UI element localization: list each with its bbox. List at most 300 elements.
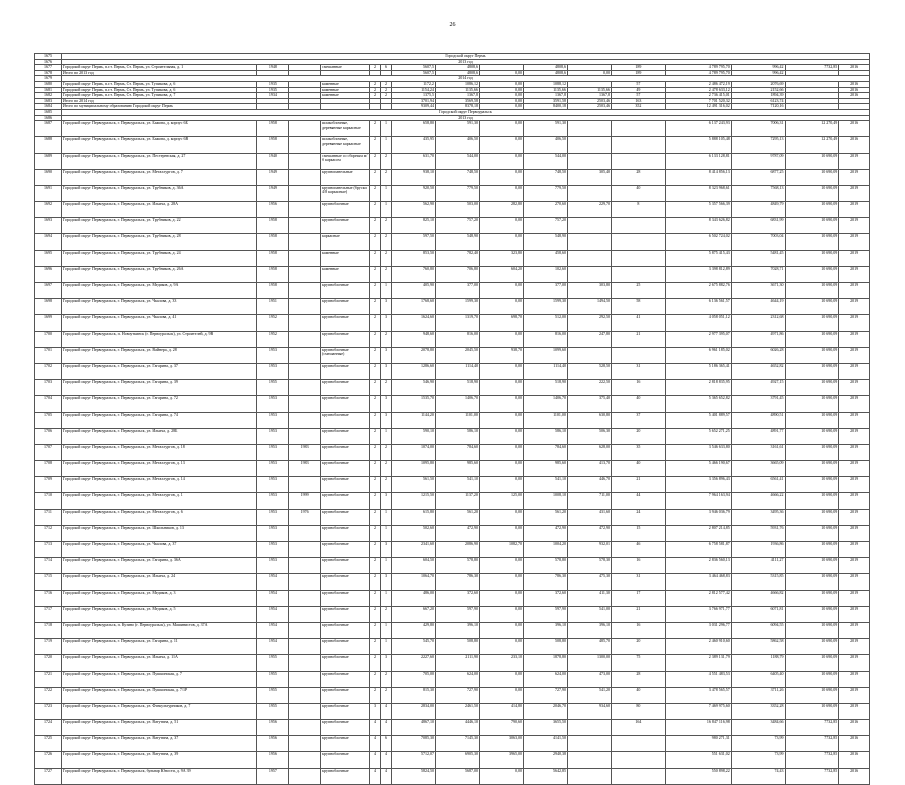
municipal-area-cell: 0,00 bbox=[479, 606, 523, 622]
deadline-cell: 2016 bbox=[839, 736, 870, 752]
deadline-cell: 2019 bbox=[839, 218, 870, 234]
extra-area-cell: 506,30 bbox=[567, 428, 611, 444]
repair-cost-cell: 2 389 131,79 bbox=[665, 655, 731, 671]
limit-cost-cell: 7732,85 bbox=[785, 736, 839, 752]
floors-cell: 2 bbox=[369, 202, 380, 218]
section-title: Городской округ Пермь bbox=[61, 54, 869, 60]
year-renovated-cell bbox=[289, 768, 321, 784]
extra-area-cell: 375,40 bbox=[567, 396, 611, 412]
repair-cost-cell: 5 652 271,25 bbox=[665, 428, 731, 444]
deadline-cell: 2019 bbox=[839, 687, 870, 703]
row-number: 1688 bbox=[35, 137, 62, 153]
private-area-cell: 757,20 bbox=[523, 218, 567, 234]
limit-cost-cell: 10 690,09 bbox=[785, 444, 839, 460]
year-renovated-cell bbox=[289, 671, 321, 687]
premises-area-cell: 2045,50 bbox=[435, 347, 479, 363]
wall-material-cell: смешанные bbox=[321, 65, 370, 71]
residents-cell: 16 bbox=[611, 558, 665, 574]
repair-cost-cell: 3 546 633,80 bbox=[665, 444, 731, 460]
year-built-cell: 1956 bbox=[257, 720, 289, 736]
residents-cell bbox=[611, 752, 665, 768]
total-area-cell: 1074,00 bbox=[391, 444, 435, 460]
deadline-cell: 2019 bbox=[839, 639, 870, 655]
address-cell: Городской округ Первоуральск, г. Первоуральск, ул. Трубников, д. 22 bbox=[61, 218, 257, 234]
deadline-cell: 2019 bbox=[839, 380, 870, 396]
extra-area-cell: 0,00 bbox=[567, 70, 611, 76]
premises-area-cell: 985,60 bbox=[435, 461, 479, 477]
entrances-cell: 1 bbox=[380, 137, 391, 153]
address-cell: Городской округ Первоуральск, г. Первоуральск, ул. Пестеревская, д. 27 bbox=[61, 153, 257, 169]
repair-cost-cell: 6 136 561,57 bbox=[665, 299, 731, 315]
repair-cost-cell: 6 961 185,02 bbox=[665, 347, 731, 363]
unit-cost-cell: 73,99 bbox=[731, 752, 785, 768]
year-renovated-cell bbox=[289, 428, 321, 444]
residents-cell: 35 bbox=[611, 444, 665, 460]
total-area-cell: 1535,70 bbox=[391, 396, 435, 412]
wall-material-cell: крупноблочные bbox=[321, 720, 370, 736]
entrances-cell: 3 bbox=[380, 655, 391, 671]
deadline-cell: 2019 bbox=[839, 396, 870, 412]
residents-cell: 16 bbox=[611, 380, 665, 396]
private-area-cell: 4141,50 bbox=[523, 736, 567, 752]
entrances-cell: 1 bbox=[380, 590, 391, 606]
row-number: 1685 bbox=[35, 109, 62, 115]
repair-cost-cell: 5 186 365,41 bbox=[665, 363, 731, 379]
floors-cell: 2 bbox=[369, 542, 380, 558]
year-built-cell: 1940 bbox=[257, 153, 289, 169]
row-number: 1713 bbox=[35, 542, 62, 558]
repair-cost-cell: 3 946 036,79 bbox=[665, 509, 731, 525]
table-row bbox=[35, 412, 870, 428]
wall-material-cell: крупноблочные bbox=[321, 525, 370, 541]
unit-cost-cell: 5931,76 bbox=[731, 525, 785, 541]
municipal-area-cell: 0,00 bbox=[479, 428, 523, 444]
extra-area-cell: 229,70 bbox=[567, 202, 611, 218]
wall-material-cell: крупноблочные bbox=[321, 639, 370, 655]
entrances-cell: 2 bbox=[380, 234, 391, 250]
residents-cell: 17 bbox=[611, 590, 665, 606]
year-renovated-cell bbox=[289, 153, 321, 169]
floors-cell: 2 bbox=[369, 687, 380, 703]
residents-cell: 40 bbox=[611, 396, 665, 412]
repair-cost-cell: 6 502 724,02 bbox=[665, 234, 731, 250]
limit-cost-cell: 10 690,09 bbox=[785, 639, 839, 655]
entrances-cell: 2 bbox=[380, 331, 391, 347]
entrances-cell: 1 bbox=[380, 121, 391, 137]
municipal-area-cell: 0,00 bbox=[479, 98, 523, 104]
unit-cost-cell: 3484,66 bbox=[731, 720, 785, 736]
extra-area-cell: 305,40 bbox=[567, 169, 611, 185]
floors-cell: 2 bbox=[369, 137, 380, 153]
address-cell: Городской округ Первоуральск, г. Первоуральск, бульвар Юности, д. 9А 39 bbox=[61, 768, 257, 784]
total-area-cell: 1215,50 bbox=[391, 493, 435, 509]
address-cell: Городской округ Первоуральск, г. Первоуральск, ул. Металлургов, д. 18 bbox=[61, 444, 257, 460]
extra-area-cell: 528,50 bbox=[567, 363, 611, 379]
municipal-area-cell: 0,00 bbox=[479, 671, 523, 687]
residents-cell: 75 bbox=[611, 655, 665, 671]
table-row bbox=[35, 250, 870, 266]
limit-cost-cell: 10 690,09 bbox=[785, 558, 839, 574]
municipal-area-cell: 1082,70 bbox=[479, 542, 523, 558]
floors-cell: 2 bbox=[369, 121, 380, 137]
residents-cell: 46 bbox=[611, 542, 665, 558]
deadline-cell: 2019 bbox=[839, 444, 870, 460]
extra-area-cell: 932,01 bbox=[567, 542, 611, 558]
row-number: 1696 bbox=[35, 266, 62, 282]
year-renovated-cell bbox=[289, 639, 321, 655]
address-cell: Городской округ Первоуральск, г. Первоуральск, ул. Бажова, д. корпус 6В bbox=[61, 137, 257, 153]
private-area-cell: 1367,8 bbox=[523, 93, 567, 99]
repair-cost-cell: 3 356 896,43 bbox=[665, 477, 731, 493]
deadline-cell: 2019 bbox=[839, 558, 870, 574]
repair-cost-cell: 8 323 968,61 bbox=[665, 185, 731, 201]
extra-area-cell: 578,30 bbox=[567, 558, 611, 574]
residents-cell: 189 bbox=[611, 70, 665, 76]
floors-cell: 2 bbox=[369, 153, 380, 169]
repair-cost-cell: 7 469 975,60 bbox=[665, 703, 731, 719]
address-cell: Итого по 2014 год bbox=[61, 98, 257, 104]
private-area-cell: 377,00 bbox=[523, 283, 567, 299]
total-area-cell: 590,10 bbox=[391, 428, 435, 444]
entrances-cell: 1 bbox=[380, 525, 391, 541]
year-renovated-cell bbox=[289, 347, 321, 363]
floors-cell: 4 bbox=[369, 752, 380, 768]
repair-cost-cell: 550 898,22 bbox=[665, 768, 731, 784]
row-number: 1694 bbox=[35, 234, 62, 250]
year-renovated-cell bbox=[289, 218, 321, 234]
row-number: 1702 bbox=[35, 363, 62, 379]
year-built-cell: 1953 bbox=[257, 347, 289, 363]
year-built-cell: 1949 bbox=[257, 169, 289, 185]
repair-cost-cell: 2 675 882,76 bbox=[665, 283, 731, 299]
row-number: 1723 bbox=[35, 703, 62, 719]
municipal-area-cell: 0,00 bbox=[479, 87, 523, 93]
total-area-cell: 853,50 bbox=[391, 250, 435, 266]
year-built-cell: 1953 bbox=[257, 477, 289, 493]
deadline-cell: 2019 bbox=[839, 509, 870, 525]
repair-cost-cell: 4 789 795,70 bbox=[665, 65, 731, 71]
municipal-area-cell: 0,00 bbox=[479, 153, 523, 169]
total-area-cell: 705,00 bbox=[391, 671, 435, 687]
row-number: 1698 bbox=[35, 299, 62, 315]
floors-cell: 2 bbox=[369, 185, 380, 201]
year-renovated-cell: 1999 bbox=[289, 493, 321, 509]
unit-cost-cell: 4971,86 bbox=[731, 331, 785, 347]
unit-cost-cell: 3352,28 bbox=[731, 703, 785, 719]
row-number: 1699 bbox=[35, 315, 62, 331]
unit-cost-cell: 4644,19 bbox=[731, 299, 785, 315]
address-cell: Городской округ Первоуральск, г. Первоуральск, ул. Гагарина, д. 74 bbox=[61, 412, 257, 428]
unit-cost-cell: 4652,82 bbox=[731, 363, 785, 379]
municipal-area-cell: 0,00 bbox=[479, 185, 523, 201]
repair-cost-cell: 2 807 214,85 bbox=[665, 525, 731, 541]
table-row bbox=[35, 428, 870, 444]
premises-area-cell: 624,00 bbox=[435, 671, 479, 687]
limit-cost-cell: 10 690,09 bbox=[785, 315, 839, 331]
row-number: 1704 bbox=[35, 396, 62, 412]
unit-cost-cell: 4849,79 bbox=[731, 202, 785, 218]
extra-area-cell: 292,50 bbox=[567, 315, 611, 331]
residents-cell: 164 bbox=[611, 720, 665, 736]
wall-material-cell: крупноблочные bbox=[321, 315, 370, 331]
private-area-cell: 779,50 bbox=[523, 185, 567, 201]
private-area-cell: 1406,70 bbox=[523, 396, 567, 412]
wall-material-cell: крупноблочные bbox=[321, 477, 370, 493]
extra-area-cell: 446,70 bbox=[567, 477, 611, 493]
total-area-cell: 486,00 bbox=[391, 590, 435, 606]
residents-cell: 25 bbox=[611, 283, 665, 299]
municipal-area-cell: 0,00 bbox=[479, 525, 523, 541]
address-cell: Городской округ Первоуральск, г. Первоуральск, ул. Чкалова, д. 33 bbox=[61, 299, 257, 315]
municipal-area-cell: 604,20 bbox=[479, 266, 523, 282]
repair-cost-cell: 4 789 795,70 bbox=[665, 70, 731, 76]
extra-area-cell bbox=[567, 250, 611, 266]
table-row bbox=[35, 347, 870, 363]
table-row bbox=[35, 380, 870, 396]
floors-cell: 4 bbox=[369, 720, 380, 736]
unit-cost-cell: 3671,30 bbox=[731, 283, 785, 299]
year-built-cell: 1949 bbox=[257, 185, 289, 201]
limit-cost-cell: 7732,85 bbox=[785, 768, 839, 784]
unit-cost-cell: 2312,68 bbox=[731, 315, 785, 331]
total-area-cell: 1144,20 bbox=[391, 412, 435, 428]
table-row bbox=[35, 218, 870, 234]
address-cell: Итого по 2013 год bbox=[61, 70, 257, 76]
limit-cost-cell: 10 690,09 bbox=[785, 266, 839, 282]
municipal-area-cell: 233,10 bbox=[479, 655, 523, 671]
wall-material-cell: крупноблочные bbox=[321, 606, 370, 622]
address-cell: Городской округ Пермь, п.г.т. Пермь, Ст. Пермь, ул. Тупикова, д. 6 bbox=[61, 87, 257, 93]
total-area-cell: 546,90 bbox=[391, 380, 435, 396]
premises-area-cell: 503,00 bbox=[435, 202, 479, 218]
floors-cell: 2 bbox=[369, 606, 380, 622]
row-number: 1720 bbox=[35, 655, 62, 671]
year-built-cell: 1953 bbox=[257, 525, 289, 541]
repair-cost-cell: 6 133 128,81 bbox=[665, 153, 731, 169]
premises-area-cell: 8378,18 bbox=[435, 104, 479, 110]
limit-cost-cell: 12 270,49 bbox=[785, 121, 839, 137]
municipal-area-cell: 282,80 bbox=[479, 202, 523, 218]
year-renovated-cell bbox=[289, 590, 321, 606]
total-area-cell: 5607,5 bbox=[391, 70, 435, 76]
municipal-area-cell: 0,00 bbox=[479, 218, 523, 234]
premises-area-cell: 1135,66 bbox=[435, 87, 479, 93]
repair-cost-cell: 551 631,02 bbox=[665, 752, 731, 768]
section-title: 2013 год bbox=[61, 115, 869, 121]
private-area-cell: 1878,80 bbox=[523, 655, 567, 671]
municipal-area-cell: 0,00 bbox=[479, 104, 523, 110]
repair-cost-cell: 6 137 243,93 bbox=[665, 121, 731, 137]
row-number: 1706 bbox=[35, 428, 62, 444]
entrances-cell: 4 bbox=[380, 703, 391, 719]
total-area-cell: 5607,5 bbox=[391, 65, 435, 71]
premises-area-cell: 3569,58 bbox=[435, 98, 479, 104]
total-area-cell: 5712,07 bbox=[391, 752, 435, 768]
unit-cost-cell: 4927,15 bbox=[731, 380, 785, 396]
private-area-cell: 816,00 bbox=[523, 331, 567, 347]
wall-material-cell: крупноблочные bbox=[321, 461, 370, 477]
residents-cell: 20 bbox=[611, 428, 665, 444]
repair-cost-cell: 2 812 577,42 bbox=[665, 590, 731, 606]
limit-cost-cell: 10 690,09 bbox=[785, 655, 839, 671]
total-area-cell: 429,80 bbox=[391, 622, 435, 638]
row-number: 1681 bbox=[35, 87, 62, 93]
repair-cost-cell: 4 058 051,12 bbox=[665, 315, 731, 331]
unit-cost-cell: 2152,66 bbox=[731, 87, 785, 93]
floors-cell: 2 bbox=[369, 574, 380, 590]
limit-cost-cell: 10 690,09 bbox=[785, 525, 839, 541]
year-renovated-cell bbox=[289, 331, 321, 347]
total-area-cell: 7085,30 bbox=[391, 736, 435, 752]
deadline-cell: 2019 bbox=[839, 283, 870, 299]
limit-cost-cell: 10 690,09 bbox=[785, 299, 839, 315]
extra-area-cell bbox=[567, 218, 611, 234]
residents-cell: 58 bbox=[611, 299, 665, 315]
repair-cost-cell: 2 736 415,01 bbox=[665, 93, 731, 99]
total-area-cell: 938,10 bbox=[391, 169, 435, 185]
entrances-cell: 1 bbox=[380, 185, 391, 201]
year-renovated-cell bbox=[289, 234, 321, 250]
table-row bbox=[35, 169, 870, 185]
floors-cell: 2 bbox=[369, 234, 380, 250]
deadline-cell: 2016 bbox=[839, 137, 870, 153]
wall-material-cell: крупнопанельные bbox=[321, 169, 370, 185]
year-built-cell: 1953 bbox=[257, 412, 289, 428]
wall-material-cell: каменные bbox=[321, 81, 370, 87]
row-number: 1727 bbox=[35, 768, 62, 784]
municipal-area-cell: 0,00 bbox=[479, 93, 523, 99]
year-built-cell: 1958 bbox=[257, 121, 289, 137]
floors-cell: 2 bbox=[369, 283, 380, 299]
limit-cost-cell: 10 690,09 bbox=[785, 509, 839, 525]
wall-material-cell: смешанные со сборным м/б каркасом bbox=[321, 153, 370, 169]
private-area-cell: 396,10 bbox=[523, 622, 567, 638]
total-area-cell: 435,95 bbox=[391, 137, 435, 153]
row-number: 1717 bbox=[35, 606, 62, 622]
row-number: 1721 bbox=[35, 671, 62, 687]
private-area-cell: 1101,00 bbox=[523, 412, 567, 428]
private-area-cell: 1099,60 bbox=[523, 347, 567, 363]
extra-area-cell: 411,30 bbox=[567, 590, 611, 606]
wall-material-cell: крупноблочные bbox=[321, 380, 370, 396]
extra-area-cell: 472,90 bbox=[567, 525, 611, 541]
limit-cost-cell: 10 690,09 bbox=[785, 202, 839, 218]
table-row bbox=[35, 509, 870, 525]
extra-area-cell: 222,50 bbox=[567, 380, 611, 396]
premises-area-cell: 706,80 bbox=[435, 266, 479, 282]
extra-area-cell: 934,60 bbox=[567, 703, 611, 719]
residents-cell: 16 bbox=[611, 622, 665, 638]
row-number: 1679 bbox=[35, 76, 62, 82]
year-renovated-cell bbox=[289, 606, 321, 622]
address-cell: Городской округ Первоуральск, г. Первоуральск, ул. Металлургов, д. 13 bbox=[61, 461, 257, 477]
total-area-cell: 1064,70 bbox=[391, 574, 435, 590]
unit-cost-cell: 3791,45 bbox=[731, 396, 785, 412]
premises-area-cell: 518,90 bbox=[435, 380, 479, 396]
deadline-cell: 2019 bbox=[839, 477, 870, 493]
address-cell: Городской округ Первоуральск, г. Первоуральск, ул. Трубников, д. 28 bbox=[61, 234, 257, 250]
total-area-cell: 1624,60 bbox=[391, 315, 435, 331]
residents-cell: 15 bbox=[611, 525, 665, 541]
entrances-cell: 2 bbox=[380, 606, 391, 622]
residents-cell bbox=[611, 250, 665, 266]
year-built-cell: 1956 bbox=[257, 736, 289, 752]
total-area-cell: 1286,60 bbox=[391, 363, 435, 379]
municipal-area-cell: 0,00 bbox=[479, 396, 523, 412]
total-area-cell: 920,50 bbox=[391, 185, 435, 201]
section-title: 2013 год bbox=[61, 59, 869, 65]
floors-cell: 2 bbox=[369, 412, 380, 428]
table-row bbox=[35, 299, 870, 315]
private-area-cell: 1599,30 bbox=[523, 299, 567, 315]
extra-area-cell bbox=[567, 137, 611, 153]
residents-cell bbox=[611, 736, 665, 752]
entrances-cell: 2 bbox=[380, 153, 391, 169]
wall-material-cell: крупноблочные bbox=[321, 493, 370, 509]
extra-area-cell: 541,00 bbox=[567, 606, 611, 622]
table-row bbox=[35, 477, 870, 493]
extra-area-cell: 485,70 bbox=[567, 639, 611, 655]
limit-cost-cell: 10 690,09 bbox=[785, 671, 839, 687]
unit-cost-cell: 1936,86 bbox=[731, 542, 785, 558]
row-number: 1675 bbox=[35, 54, 62, 60]
address-cell: Городской округ Первоуральск, г. Первоуральск, ул. Ватутина, д. 39 bbox=[61, 752, 257, 768]
address-cell: Городской округ Первоуральск, г. Первоуральск, ул. Физкультурников, д. 7 bbox=[61, 703, 257, 719]
limit-cost-cell: 10 690,09 bbox=[785, 169, 839, 185]
address-cell: Городской округ Первоуральск, г. Первоуральск, ул. Металлургов, д. 1 bbox=[61, 493, 257, 509]
private-area-cell: 1088,12 bbox=[523, 81, 567, 87]
residents-cell: 57 bbox=[611, 81, 665, 87]
total-area-cell: 545,70 bbox=[391, 639, 435, 655]
limit-cost-cell: 10 690,09 bbox=[785, 153, 839, 169]
limit-cost-cell: 10 690,09 bbox=[785, 493, 839, 509]
entrances-cell: 1 bbox=[380, 283, 391, 299]
unit-cost-cell: 4666,82 bbox=[731, 590, 785, 606]
table-row bbox=[35, 234, 870, 250]
row-number: 1684 bbox=[35, 104, 62, 110]
floors-cell: 2 bbox=[369, 65, 380, 71]
year-renovated-cell bbox=[289, 396, 321, 412]
total-area-cell: 760,80 bbox=[391, 266, 435, 282]
unit-cost-cell: 3495,36 bbox=[731, 509, 785, 525]
table-row bbox=[35, 444, 870, 460]
private-area-cell: 4808,6 bbox=[523, 70, 567, 76]
private-area-cell: 458,60 bbox=[523, 250, 567, 266]
row-number: 1689 bbox=[35, 153, 62, 169]
floors-cell: 2 bbox=[369, 444, 380, 460]
unit-cost-cell: 4666,22 bbox=[731, 493, 785, 509]
limit-cost-cell: 10 690,09 bbox=[785, 250, 839, 266]
premises-area-cell: 757,20 bbox=[435, 218, 479, 234]
wall-material-cell: крупноблочные bbox=[321, 509, 370, 525]
unit-cost-cell: 7295,13 bbox=[731, 137, 785, 153]
total-area-cell: 604,50 bbox=[391, 558, 435, 574]
section-title: Городской округ Первоуральск bbox=[61, 109, 869, 115]
total-area-cell: 948,60 bbox=[391, 331, 435, 347]
municipal-area-cell: 938,70 bbox=[479, 347, 523, 363]
address-cell: Городской округ Первоуральск, г. Первоуральск, ул. Пушкинская, д. 7/1Р bbox=[61, 687, 257, 703]
entrances-cell: 2 bbox=[380, 218, 391, 234]
wall-material-cell: крупноблочные bbox=[321, 703, 370, 719]
wall-material-cell: крупноблочные bbox=[321, 622, 370, 638]
year-built-cell: 1954 bbox=[257, 606, 289, 622]
table-row bbox=[35, 461, 870, 477]
table-row bbox=[35, 363, 870, 379]
private-area-cell: 270,60 bbox=[523, 202, 567, 218]
year-built-cell: 1935 bbox=[257, 81, 289, 87]
total-area-cell: 1172,2 bbox=[391, 81, 435, 87]
entrances-cell: 2 bbox=[380, 250, 391, 266]
